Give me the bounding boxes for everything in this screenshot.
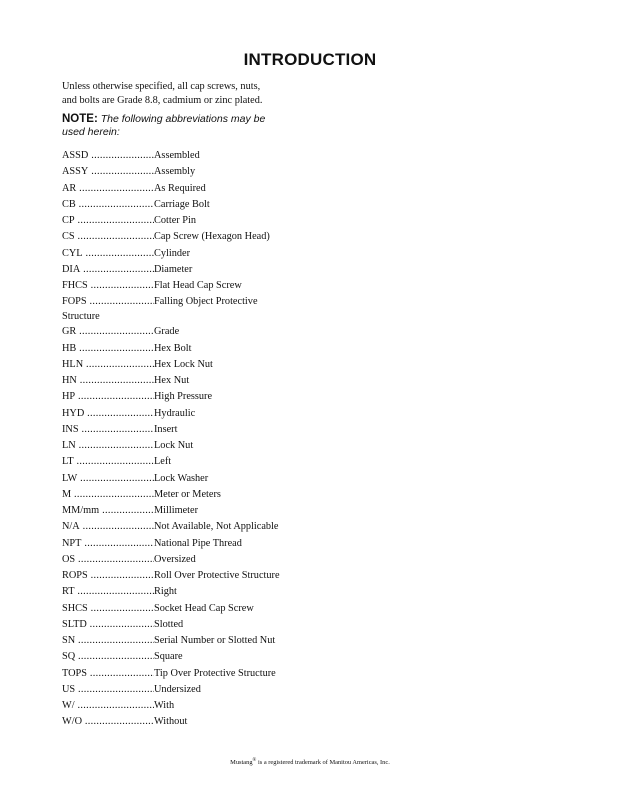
abbreviation-meaning: Meter or Meters	[154, 488, 221, 500]
abbreviation-row	[62, 262, 322, 278]
abbreviation-row	[62, 357, 322, 373]
abbreviation-term: W/O .....	[62, 714, 154, 730]
abbreviation-meaning: Serial Number or Slotted Nut	[154, 635, 276, 646]
abbreviation-meaning: National Pipe Thread	[154, 537, 242, 549]
abbreviation-meaning: Without	[154, 716, 188, 728]
abbreviation-term: DIA .....	[62, 262, 154, 278]
abbreviation-row	[62, 633, 322, 649]
abbreviation-term: W/ .....	[62, 698, 154, 714]
abbreviation-meaning: Cap Screw (Hexagon Head)	[154, 231, 270, 243]
abbreviation-meaning: Square	[154, 651, 183, 663]
abbreviation-term: INS .....	[62, 422, 154, 438]
abbreviation-meaning: Assembly	[154, 166, 196, 178]
abbreviation-term: LW .....	[62, 471, 154, 487]
abbreviation-term: LT .....	[62, 454, 154, 470]
abbreviation-term: HB .....	[62, 341, 154, 357]
abbreviation-meaning: Cotter Pin	[154, 215, 197, 226]
abbreviation-row	[62, 246, 322, 262]
abbreviation-term: ASSD .....	[62, 148, 154, 164]
abbreviation-row	[62, 698, 322, 714]
abbreviation-meaning: Roll Over Protective Structure	[154, 570, 280, 581]
abbreviation-meaning: With	[154, 700, 175, 711]
footer-text: is a registered trademark of Manitou Americas, Inc.	[256, 759, 390, 767]
abbreviation-meaning: As Required	[154, 182, 206, 194]
abbreviation-meaning: Hex Lock Nut	[154, 358, 213, 370]
abbreviation-meaning: Insert	[154, 423, 178, 435]
abbreviation-row	[62, 536, 322, 552]
abbreviation-meaning: Left	[154, 456, 172, 468]
abbreviation-meaning: Assembled	[154, 150, 200, 161]
abbreviation-term: CB .....	[62, 197, 154, 213]
note-label: NOTE:	[62, 113, 98, 125]
abbreviation-row	[62, 454, 322, 470]
abbreviation-term: AR .....	[62, 181, 154, 197]
abbreviation-row	[62, 682, 322, 698]
abbreviation-meaning: Hydraulic	[154, 407, 196, 419]
abbreviation-row	[62, 568, 322, 584]
abbreviation-term: ASSY .....	[62, 164, 154, 180]
abbreviation-term: US .....	[62, 682, 154, 698]
trademark-footer	[0, 758, 620, 766]
abbreviation-term: GR .....	[62, 324, 154, 340]
intro-line: Unless otherwise specified, all cap screws, nuts,	[62, 81, 261, 92]
abbreviation-term: N/A .....	[62, 519, 154, 535]
abbreviation-term: OS .....	[62, 552, 154, 568]
abbreviation-term: SN .....	[62, 633, 154, 649]
abbreviation-term: RT .....	[62, 584, 154, 600]
abbreviation-row	[62, 324, 322, 340]
abbreviation-meaning: Flat Head Cap Screw	[154, 280, 242, 291]
abbreviation-row	[62, 649, 322, 665]
abbreviation-term: SHCS .....	[62, 601, 154, 617]
abbreviation-meaning: High Pressure	[154, 391, 213, 403]
note-text: used herein:	[62, 126, 120, 138]
intro-line: and bolts are Grade 8.8, cadmium or zinc plated.	[62, 95, 263, 106]
page-title: INTRODUCTION	[243, 50, 377, 69]
note-block	[62, 113, 322, 139]
abbreviation-term: TOPS .....	[62, 666, 154, 682]
abbreviation-term: CYL .....	[62, 246, 154, 262]
intro-paragraph	[62, 80, 322, 108]
abbreviation-term: HLN .....	[62, 357, 154, 373]
abbreviation-meaning: Diameter	[154, 263, 193, 275]
abbreviation-meaning: Falling Object Protective	[154, 296, 258, 308]
abbreviation-meaning: Carriage Bolt	[154, 198, 210, 210]
abbreviation-row	[62, 406, 322, 422]
abbreviation-meaning: Tip Over Protective Structure	[154, 667, 276, 679]
abbreviation-row	[62, 341, 322, 357]
abbreviation-row	[62, 552, 322, 568]
abbreviation-meaning: Not Available, Not Applicable	[154, 521, 279, 533]
registered-mark: ®	[252, 758, 257, 763]
abbreviation-row	[62, 487, 322, 503]
abbreviation-meaning: Socket Head Cap Screw	[154, 602, 254, 614]
abbreviation-meaning: Oversized	[154, 553, 196, 565]
abbreviation-meaning: Slotted	[154, 618, 184, 630]
abbreviation-row	[62, 294, 322, 324]
abbreviation-row	[62, 164, 322, 180]
abbreviation-term: NPT .....	[62, 536, 154, 552]
abbreviation-term: HP .....	[62, 389, 154, 405]
abbreviation-meaning: Lock Nut	[154, 440, 194, 451]
abbreviation-row	[62, 389, 322, 405]
abbreviation-meaning: Millimeter	[154, 505, 199, 516]
abbreviation-row	[62, 373, 322, 389]
note-text: The following abbreviations may be	[100, 113, 266, 125]
abbreviation-term: FHCS .....	[62, 278, 154, 294]
abbreviation-meaning: Hex Nut	[154, 375, 190, 386]
abbreviation-term: MM/mm .....	[62, 503, 154, 519]
abbreviation-term: SLTD .....	[62, 617, 154, 633]
abbreviation-term: CP .....	[62, 213, 154, 229]
abbreviation-list	[62, 148, 322, 731]
abbreviation-row	[62, 666, 322, 682]
abbreviation-row	[62, 601, 322, 617]
abbreviation-meaning: Cylinder	[154, 247, 191, 259]
abbreviation-meaning: Grade	[154, 326, 180, 338]
abbreviation-row	[62, 213, 322, 229]
abbreviation-row	[62, 503, 322, 519]
abbreviation-meaning: Lock Washer	[154, 472, 209, 484]
abbreviation-term: ROPS .....	[62, 568, 154, 584]
note-line	[62, 113, 322, 126]
abbreviation-row	[62, 714, 322, 730]
abbreviation-term: HN .....	[62, 373, 154, 389]
abbreviation-row	[62, 617, 322, 633]
abbreviation-row	[62, 438, 322, 454]
abbreviation-meaning: Hex Bolt	[154, 342, 192, 354]
abbreviation-term: CS .....	[62, 229, 154, 245]
abbreviation-term: FOPS .....	[62, 294, 154, 310]
abbreviation-row	[62, 229, 322, 245]
abbreviation-meaning-continuation: Structure	[62, 310, 100, 322]
abbreviation-meaning: Undersized	[154, 683, 201, 695]
abbreviation-row	[62, 519, 322, 535]
abbreviation-term: SQ .....	[62, 649, 154, 665]
abbreviation-row	[62, 422, 322, 438]
abbreviation-term: LN .....	[62, 438, 154, 454]
abbreviation-row	[62, 584, 322, 600]
abbreviation-term: HYD .....	[62, 406, 154, 422]
abbreviation-row	[62, 278, 322, 294]
abbreviation-row	[62, 197, 322, 213]
abbreviation-term: M .....	[62, 487, 154, 503]
footer-brand: Mustang	[230, 759, 253, 767]
abbreviation-row	[62, 471, 322, 487]
abbreviation-row	[62, 181, 322, 197]
abbreviation-meaning: Right	[154, 586, 177, 598]
abbreviation-row	[62, 148, 322, 164]
